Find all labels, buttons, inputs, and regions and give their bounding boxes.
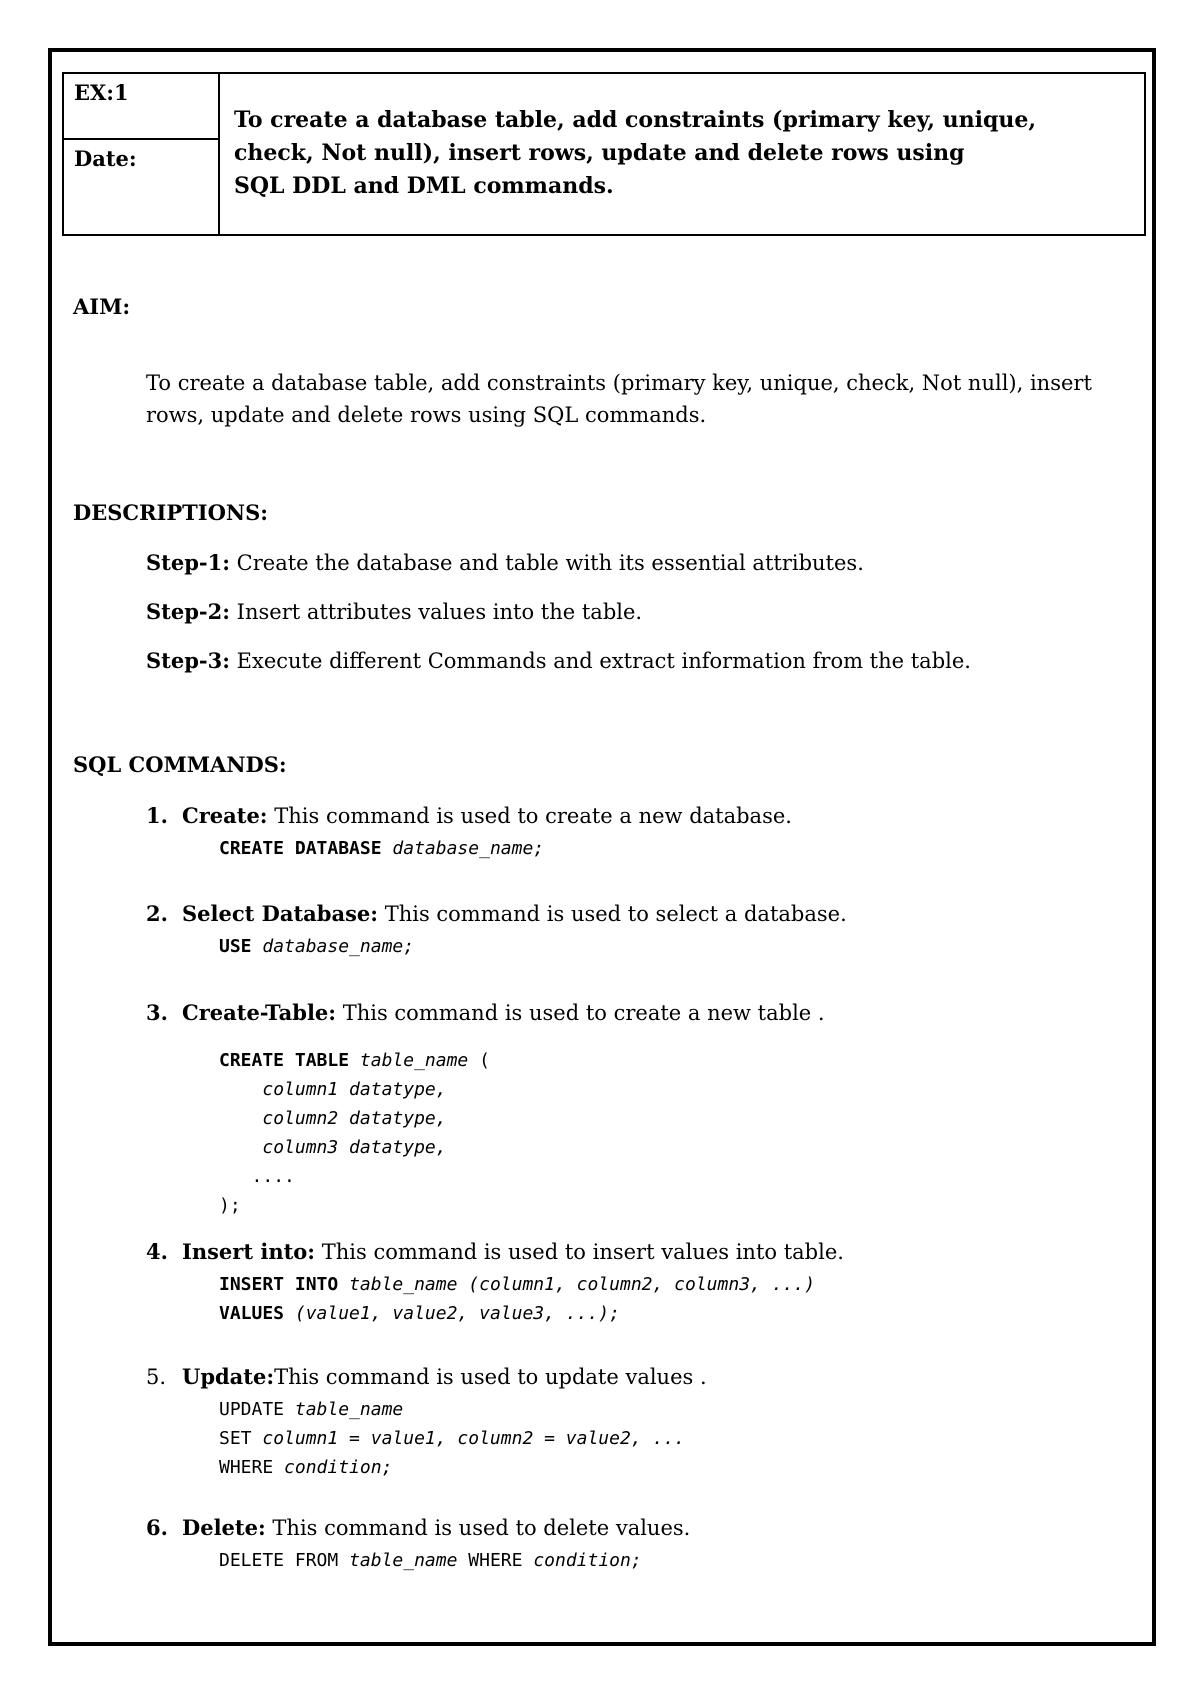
descriptions-heading: DESCRIPTIONS: (73, 500, 269, 525)
exercise-title (234, 104, 1114, 203)
code-arg: database_name; (262, 936, 415, 957)
step-text: Execute different Commands and extract information from the table. (230, 649, 971, 673)
step-label: Step-3: (146, 648, 230, 673)
command-title: Create-Table: (182, 1000, 337, 1025)
code-arg: condition; (284, 1457, 393, 1478)
code-block (219, 932, 414, 961)
code-keyword: DELETE FROM (219, 1550, 339, 1571)
command-item (146, 1000, 825, 1025)
command-title: Create: (182, 803, 268, 828)
command-title: Select Database: (182, 901, 379, 926)
code-arg: column1 datatype, (262, 1079, 447, 1100)
command-number: 6. (146, 1515, 168, 1540)
command-number: 5. (146, 1365, 167, 1389)
exercise-label: EX:1 (64, 74, 220, 140)
code-arg: table_name (349, 1550, 458, 1571)
code-keyword: UPDATE (219, 1399, 285, 1420)
code-keyword: SET (219, 1428, 252, 1449)
step-text: Create the database and table with its essential attributes. (230, 551, 864, 575)
command-item (146, 1515, 690, 1540)
command-desc: This command is used to create a new database. (267, 804, 792, 828)
code-arg: table_name (359, 1050, 469, 1071)
step-text: Insert attributes values into the table. (230, 600, 643, 624)
code-block (219, 834, 544, 863)
command-item (146, 1239, 844, 1264)
aim-text (146, 367, 1136, 431)
title-line: To create a database table, add constraints (primary key, unique, (234, 107, 1036, 133)
code-keyword: VALUES (219, 1303, 285, 1324)
code-arg: table_name (column1, column2, column3, ...) (349, 1274, 816, 1295)
command-item (146, 901, 847, 926)
code-keyword: WHERE (219, 1457, 274, 1478)
command-item (146, 803, 792, 828)
command-number: 1. (146, 803, 168, 828)
command-desc: This command is used to delete values. (265, 1516, 691, 1540)
code-keyword: CREATE DATABASE (219, 838, 382, 859)
code-keyword: INSERT INTO (219, 1274, 339, 1295)
command-number: 2. (146, 901, 168, 926)
command-title: Delete: (182, 1515, 266, 1540)
code-arg: condition; (533, 1550, 642, 1571)
code-punct: ); (219, 1195, 241, 1216)
aim-heading: AIM: (73, 294, 131, 319)
command-number: 4. (146, 1239, 168, 1264)
aim-line: rows, update and delete rows using SQL commands. (146, 403, 707, 427)
command-title: Insert into: (182, 1239, 316, 1264)
sql-commands-heading: SQL COMMANDS: (73, 752, 287, 777)
step-item (146, 648, 971, 673)
code-arg: (value1, value2, value3, ...); (294, 1303, 620, 1324)
code-keyword: USE (219, 936, 252, 957)
code-block (219, 1395, 685, 1482)
command-desc: This command is used to select a database. (378, 902, 847, 926)
command-desc: This command is used to create a new table . (336, 1001, 825, 1025)
code-arg: column2 datatype, (262, 1108, 447, 1129)
date-label: Date: (64, 140, 220, 234)
code-arg: column1 = value1, column2 = value2, ... (262, 1428, 685, 1449)
code-arg: database_name; (392, 838, 545, 859)
code-punct: .... (251, 1166, 295, 1187)
code-keyword: CREATE TABLE (219, 1050, 350, 1071)
command-item (146, 1364, 707, 1389)
step-item (146, 550, 864, 575)
code-block (219, 1046, 490, 1220)
title-line: SQL DDL and DML commands. (234, 173, 614, 199)
step-label: Step-1: (146, 550, 230, 575)
command-number: 3. (146, 1000, 168, 1025)
header-box (62, 72, 1146, 236)
code-keyword: WHERE (468, 1550, 523, 1571)
code-arg: column3 datatype, (262, 1137, 447, 1158)
command-desc: This command is used to update values . (274, 1365, 707, 1389)
command-title: Update: (182, 1364, 275, 1389)
step-item (146, 599, 642, 624)
command-desc: This command is used to insert values into table. (315, 1240, 844, 1264)
code-block (219, 1270, 815, 1328)
code-punct: ( (468, 1050, 490, 1071)
code-block (219, 1546, 642, 1575)
aim-line: To create a database table, add constraints (primary key, unique, check, Not null), insert (146, 371, 1092, 395)
step-label: Step-2: (146, 599, 230, 624)
title-line: check, Not null), insert rows, update and delete rows using (234, 140, 965, 166)
code-arg: table_name (294, 1399, 404, 1420)
